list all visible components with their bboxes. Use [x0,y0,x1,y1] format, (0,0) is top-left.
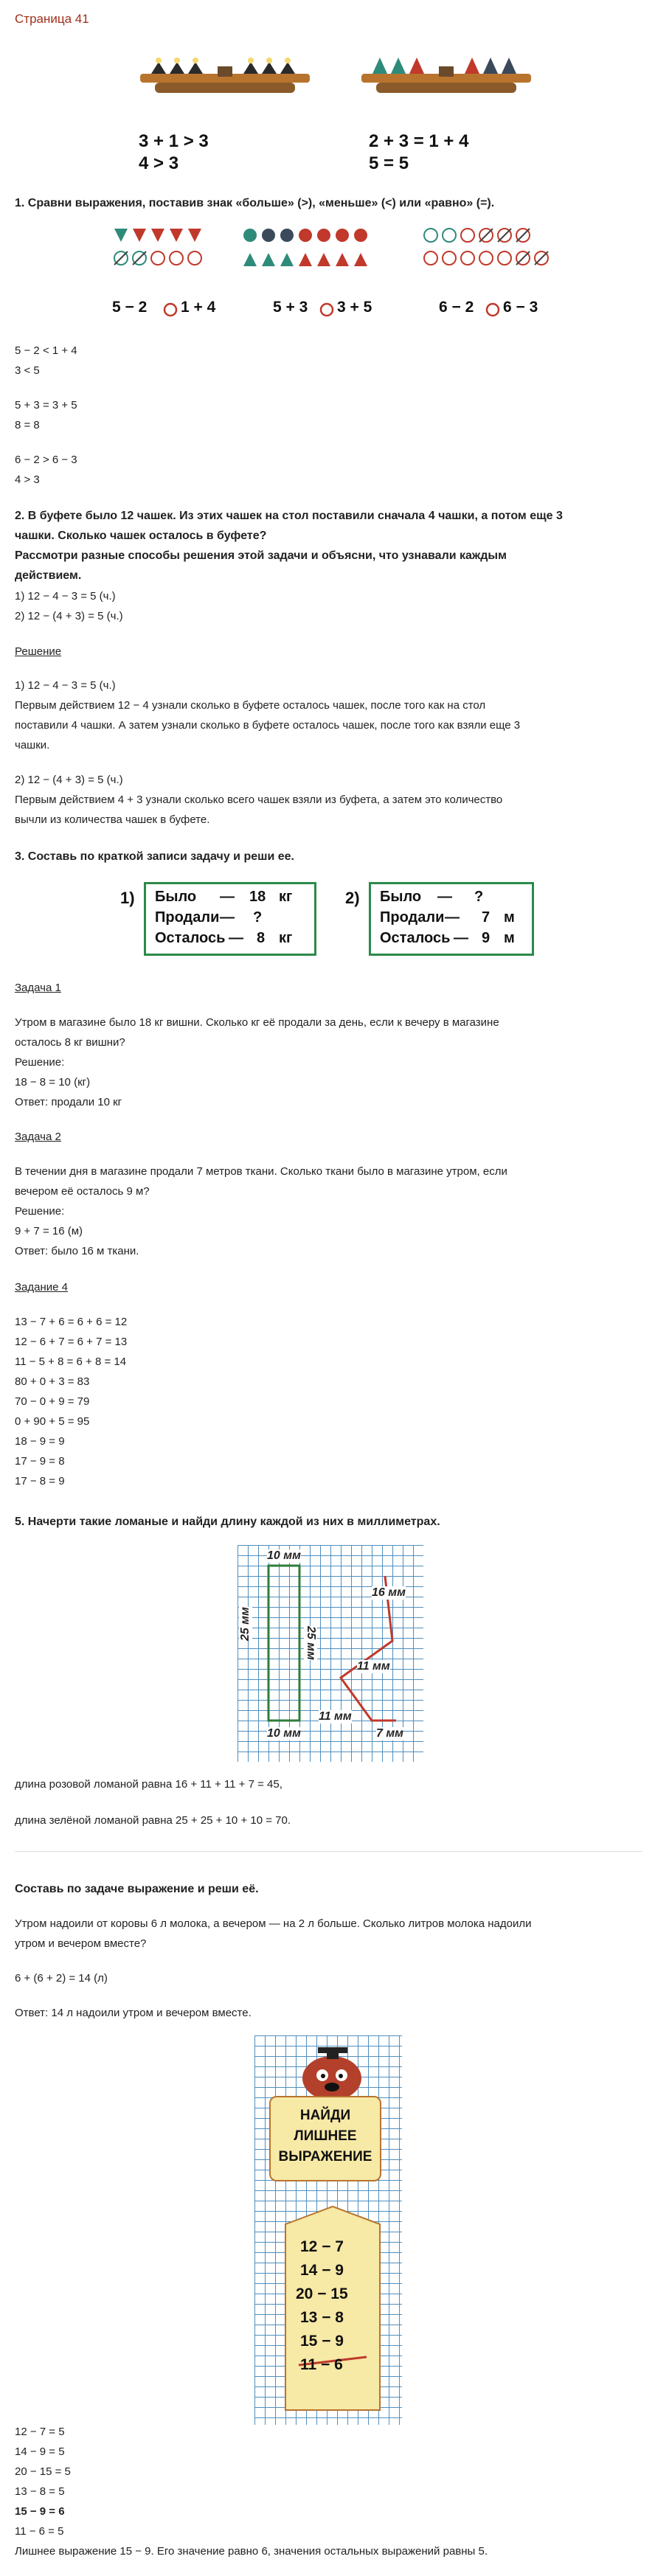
z1-line-2: осталось 8 кг вишни? [15,1036,125,1049]
top-left-eq-2: 4 > 3 [139,153,179,173]
card-expr-2: 14 − 9 [300,2262,344,2279]
t1-answer-6: 4 > 3 [15,473,40,486]
compare-circle-2 [319,302,335,318]
t1-answer-4: 8 = 8 [15,419,40,431]
fig-label-2: 1 + 4 [181,299,216,316]
fig-label-6: 6 − 3 [503,299,538,316]
task2-sol-1: 1) 12 − 4 − 3 = 5 (ч.) [15,679,116,692]
box1-r1-dash: — [220,889,235,905]
task7-line-6: 11 − 6 = 5 [15,2525,64,2538]
fig-label-1: 5 − 2 [112,299,148,316]
box2-r2-dash: — [445,909,460,926]
task5-line-2: длина зелёной ломаной равна 25 + 25 + 10 + 10 = 70. [15,1814,291,1827]
box1-r3-unit: кг [279,930,293,946]
box2-r3-value: 9 [482,930,491,946]
z1-line-1: Утром в магазине было 18 кг вишни. Сколько кг её продали за день, если к вечеру в магазине [15,1016,499,1029]
top-right-eq-2: 5 = 5 [369,153,409,173]
z1-label: Задача 1 [15,982,61,994]
task4-line-5: 70 − 0 + 9 = 79 [15,1395,90,1408]
box1-r3-label: Осталось [155,930,226,946]
top-left-eq-1: 3 + 1 > 3 [139,131,209,151]
task4-line-9: 17 − 8 = 9 [15,1475,65,1487]
box2-r3-dash: — [454,930,468,946]
z2-line-1: В течении дня в магазине продали 7 метров ткани. Сколько ткани было в магазине утром, если [15,1165,507,1178]
box2-r1-dash: — [437,889,452,905]
task6-problem-2: утром и вечером вместе? [15,1937,147,1950]
sign-line-3: ВЫРАЖЕНИЕ [278,2149,372,2164]
page-title: Страница 41 [15,12,89,26]
task6-heading: Составь по задаче выражение и реши её. [15,1883,259,1895]
task3-heading: 3. Составь по краткой записи задачу и реши ее. [15,850,294,863]
task4-label: Задание 4 [15,1281,69,1294]
task2-heading-2: чашки. Сколько чашек осталось в буфете? [15,530,267,542]
task7-line-1: 12 − 7 = 5 [15,2426,65,2438]
z2-line-5: Ответ: было 16 м ткани. [15,1245,139,1257]
task6-expression: 6 + (6 + 2) = 14 (л) [15,1972,108,1985]
box2-r3-label: Осталось [380,930,451,946]
task4-line-4: 80 + 0 + 3 = 83 [15,1375,90,1388]
task4-line-8: 17 − 9 = 8 [15,1455,65,1468]
task2-line-2: 2) 12 − (4 + 3) = 5 (ч.) [15,610,123,622]
task6-problem-1: Утром надоили от коровы 6 л молока, а вечером — на 2 л больше. Сколько литров молока надоили [15,1917,532,1930]
fig-label-4: 3 + 5 [337,299,372,316]
t1-answer-2: 3 < 5 [15,364,40,377]
top-right-eq-1: 2 + 3 = 1 + 4 [369,131,469,151]
sign-board [269,2096,381,2181]
task2-sol-7: вычли из количества чашек в буфете. [15,813,210,826]
box1-number: 1) [120,889,135,907]
z2-label: Задача 2 [15,1131,61,1143]
cartoon-icon [284,2040,380,2103]
fig-label-5: 6 − 2 [439,299,474,316]
compare-circle-3 [485,302,501,318]
task7-line-3: 20 − 15 = 5 [15,2465,71,2478]
task4-line-7: 18 − 9 = 9 [15,1435,65,1448]
box1-r1-label: Было [155,889,197,905]
box1-r2-dash: — [220,909,235,926]
task2-sol-6: Первым действием 4 + 3 узнали сколько всего чашек взяли из буфета, а затем это количество [15,794,503,806]
card-expr-4: 13 − 8 [300,2309,344,2326]
sign-line-2: ЛИШНЕЕ [294,2128,357,2144]
task2-sol-2: Первым действием 12 − 4 узнали сколько в буфете осталось чашек, после того как на стол [15,699,486,712]
z2-line-3: Решение: [15,1205,65,1218]
task5-heading: 5. Начерти такие ломаные и найди длину каждой из них в миллиметрах. [15,1516,440,1528]
short-note-box-2 [369,882,534,956]
card-expr-6: 11 − 6 [300,2356,343,2373]
t1-answer-1: 5 − 2 < 1 + 4 [15,344,77,357]
task7-line-4: 13 − 8 = 5 [15,2485,65,2498]
task1-shapes [111,225,568,288]
task2-solution-label: Решение [15,645,62,658]
expression-card [284,2205,381,2412]
label-red-1: 16 мм [372,1586,406,1599]
task7-line-2: 14 − 9 = 5 [15,2445,65,2458]
task4-line-3: 11 − 5 + 8 = 6 + 8 = 14 [15,1355,127,1368]
z2-line-4: 9 + 7 = 16 (м) [15,1225,83,1237]
z1-line-3: Решение: [15,1056,65,1069]
z1-line-5: Ответ: продали 10 кг [15,1096,122,1108]
task6-answer: Ответ: 14 л надоили утром и вечером вместе. [15,2007,252,2019]
t1-answer-5: 6 − 2 > 6 − 3 [15,454,77,466]
divider [15,1851,642,1852]
task2-sol-4: чашки. [15,739,50,751]
card-expr-3: 20 − 15 [296,2285,348,2302]
task4-line-6: 0 + 90 + 5 = 95 [15,1415,90,1428]
fig-label-3: 5 + 3 [273,299,308,316]
compare-circle-1 [162,302,178,318]
polyline-grid [238,1545,423,1762]
t1-answer-3: 5 + 3 = 3 + 5 [15,399,77,412]
box1-r3-dash: — [229,930,243,946]
box2-r3-unit: м [504,930,515,946]
task5-line-1: длина розовой ломаной равна 16 + 11 + 11 + 7 = 45, [15,1778,282,1791]
box1-r3-value: 8 [257,930,266,946]
box2-r1-label: Было [380,889,422,905]
box1-r2-label: Продали [155,909,220,926]
task7-conclusion: Лишнее выражение 15 − 9. Его значение равно 6, значения остальных выражений равны 5. [15,2545,488,2558]
label-green-top: 10 мм [267,1549,301,1562]
label-red-3: 11 мм [319,1710,352,1723]
task2-line-1: 1) 12 − 4 − 3 = 5 (ч.) [15,590,116,603]
task2-heading-3: Рассмотри разные способы решения этой задачи и объясни, что узнавали каждым [15,549,507,562]
task4-line-2: 12 − 6 + 7 = 6 + 7 = 13 [15,1336,128,1348]
label-red-2: 11 мм [357,1660,390,1673]
short-note-box-1 [144,882,316,956]
label-green-left: 25 мм [239,1607,252,1641]
box1-r1-unit: кг [279,889,293,905]
task2-sol-5: 2) 12 − (4 + 3) = 5 (ч.) [15,774,123,786]
box2-number: 2) [345,889,360,907]
label-green-bottom: 10 мм [267,1727,301,1740]
task2-heading-4: действием. [15,569,82,582]
card-expr-1: 12 − 7 [300,2238,344,2255]
odd-expression-grid [254,2035,402,2425]
box1-r2-value: ? [253,909,263,926]
task2-sol-3: поставили 4 чашки. А затем узнали сколько в буфете осталось чашек, после того как взяли еще 3 [15,719,521,732]
box2-r1-value: ? [474,889,484,905]
task2-heading-1: 2. В буфете было 12 чашек. Из этих чашек на стол поставили сначала 4 чашки, а потом еще 3 [15,510,563,522]
label-red-4: 7 мм [376,1727,404,1740]
label-green-right: 25 мм [305,1626,317,1660]
task1-heading: 1. Сравни выражения, поставив знак «больше» (>), «меньше» (<) или «равно» (=). [15,197,495,209]
task4-line-1: 13 − 7 + 6 = 6 + 6 = 12 [15,1316,128,1328]
card-expr-5-crossed: 15 − 9 [300,2333,344,2350]
scales-illustration [125,44,538,118]
z2-line-2: вечером её осталось 9 м? [15,1185,150,1198]
box2-r2-value: 7 [482,909,491,926]
task7-line-5: 15 − 9 = 6 [15,2505,65,2518]
box1-r1-value: 18 [249,889,266,905]
box2-r2-unit: м [504,909,515,926]
box2-r2-label: Продали [380,909,445,926]
sign-line-1: НАЙДИ [299,2108,351,2123]
z1-line-4: 18 − 8 = 10 (кг) [15,1076,91,1089]
